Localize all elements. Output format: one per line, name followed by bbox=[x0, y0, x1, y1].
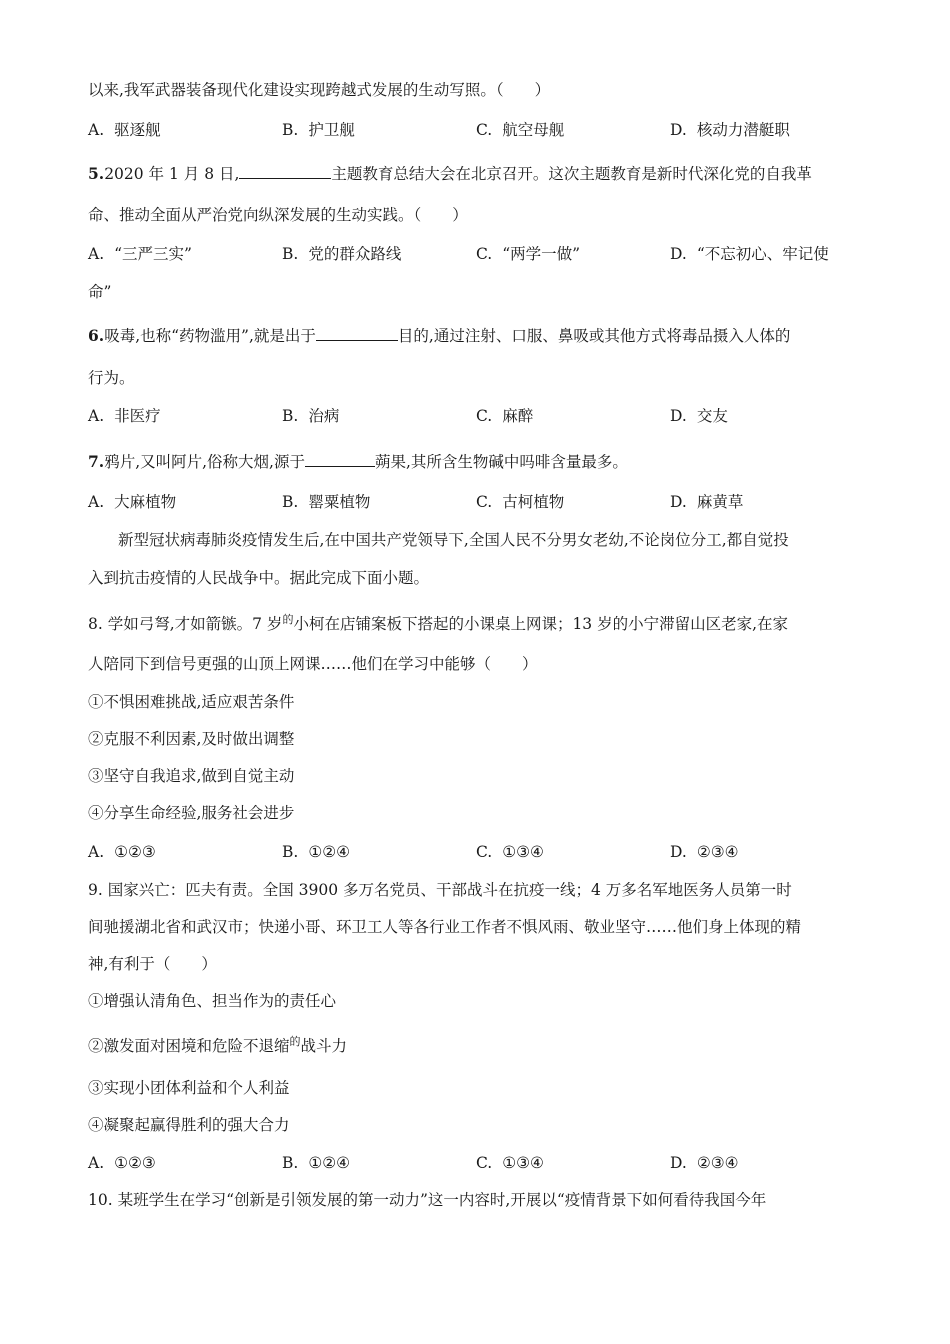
q5-option-a[interactable]: A. “三严三实” bbox=[88, 245, 192, 263]
q4-option-b[interactable]: B. 护卫舰 bbox=[282, 121, 355, 139]
q9-item-4: ④凝聚起赢得胜利的强大合力 bbox=[88, 1116, 290, 1134]
q9-option-a[interactable]: A. ①②③ bbox=[88, 1154, 156, 1172]
q8-option-c[interactable]: C. ①③④ bbox=[476, 843, 544, 861]
q6-option-b[interactable]: B. 治病 bbox=[282, 407, 340, 425]
q8-option-b[interactable]: B. ①②④ bbox=[282, 843, 351, 861]
q6-option-c[interactable]: C. 麻醉 bbox=[476, 407, 534, 425]
q9-item-3: ③实现小团体利益和个人利益 bbox=[88, 1079, 290, 1097]
q4-option-a[interactable]: A. 驱逐舰 bbox=[88, 121, 161, 139]
q6-answer-blank[interactable] bbox=[316, 326, 398, 341]
q6-stem-line2: 行为。 bbox=[88, 369, 135, 387]
q6-option-a[interactable]: A. 非医疗 bbox=[88, 407, 161, 425]
q5-option-d[interactable]: D. “不忘初心、牢记使 bbox=[670, 245, 829, 263]
q9-stem-line1: 9. 国家兴亡：匹夫有责。全国 3900 多万名党员、干部战斗在抗疫一线；4 万多名军地医务人员第一时 bbox=[88, 881, 792, 899]
q9-stem-line2: 间驰援湖北省和武汉市；快递小哥、环卫工人等各行业工作者不惧风雨、敬业坚守……他们身上体现的精 bbox=[88, 918, 802, 936]
q5-option-c[interactable]: C. “两学一做” bbox=[476, 245, 581, 263]
q9-item-1: ①增强认清角色、担当作为的责任心 bbox=[88, 992, 337, 1010]
q9-option-b[interactable]: B. ①②④ bbox=[282, 1154, 351, 1172]
q8-option-d[interactable]: D. ②③④ bbox=[670, 843, 739, 861]
passage-line2: 入到抗击疫情的人民战争中。据此完成下面小题。 bbox=[88, 569, 430, 587]
q8-item-2: ②克服不利因素,及时做出调整 bbox=[88, 730, 295, 748]
q5-stem-line1: 5.2020 年 1 月 8 日, 主题教育总结大会在北京召开。这次主题教育是新时代深化党的自我革 bbox=[88, 164, 812, 183]
q9-option-d[interactable]: D. ②③④ bbox=[670, 1154, 739, 1172]
passage-line1: 新型冠状病毒肺炎疫情发生后,在中国共产党领导下,全国人民不分男女老幼,不论岗位分工,都自觉投 bbox=[118, 531, 789, 549]
q8-stem-line1: 8. 学如弓弩,才如箭镞。7 岁$^的$小柯在店铺案板下搭起的小课桌上网课；13 岁的小宁滞留山区老家,在家 bbox=[88, 613, 789, 633]
q10-stem-line1: 10. 某班学生在学习“创新是引领发展的第一动力”这一内容时,开展以“疫情背景下如何看待我国今年 bbox=[88, 1191, 767, 1209]
q9-option-c[interactable]: C. ①③④ bbox=[476, 1154, 544, 1172]
q7-option-c[interactable]: C. 古柯植物 bbox=[476, 493, 565, 511]
q9-stem-line3: 神,有利于（ ） bbox=[88, 955, 217, 973]
q7-stem: 7.鸦片,又叫阿片,俗称大烟,源于 蒴果,其所含生物碱中吗啡含量最多。 bbox=[88, 452, 628, 471]
q5-option-b[interactable]: B. 党的群众路线 bbox=[282, 245, 402, 263]
q8-item-1: ①不惧困难挑战,适应艰苦条件 bbox=[88, 693, 295, 711]
q7-number: 7. bbox=[88, 452, 105, 471]
q9-item-2: ②激发面对困境和危险不退缩$^的$战斗力 bbox=[88, 1035, 348, 1055]
q7-option-d[interactable]: D. 麻黄草 bbox=[670, 493, 744, 511]
q7-answer-blank[interactable] bbox=[305, 452, 375, 467]
q8-option-a[interactable]: A. ①②③ bbox=[88, 843, 156, 861]
q4-option-c[interactable]: C. 航空母舰 bbox=[476, 121, 565, 139]
q5-answer-blank[interactable] bbox=[239, 164, 331, 179]
q5-option-d-wrap: 命” bbox=[88, 283, 112, 301]
q8-item-3: ③坚守自我追求,做到自觉主动 bbox=[88, 767, 295, 785]
q4-stem-tail: 以来,我军武器装备现代化建设实现跨越式发展的生动写照。（ ） bbox=[88, 81, 551, 99]
q6-stem-line1: 6.吸毒,也称“药物滥用”,就是出于 目的,通过注射、口服、鼻吸或其他方式将毒品摄入人体的 bbox=[88, 326, 791, 345]
q8-item-4: ④分享生命经验,服务社会进步 bbox=[88, 804, 295, 822]
q7-option-a[interactable]: A. 大麻植物 bbox=[88, 493, 177, 511]
q5-stem-line2: 命、推动全面从严治党向纵深发展的生动实践。（ ） bbox=[88, 206, 468, 224]
q8-stem-line2: 人陪同下到信号更强的山顶上网课……他们在学习中能够（ ） bbox=[88, 655, 538, 673]
q7-option-b[interactable]: B. 罂粟植物 bbox=[282, 493, 371, 511]
q6-number: 6. bbox=[88, 326, 105, 345]
q5-number: 5. bbox=[88, 164, 105, 183]
q6-option-d[interactable]: D. 交友 bbox=[670, 407, 728, 425]
q4-option-d[interactable]: D. 核动力潜艇职 bbox=[670, 121, 790, 139]
